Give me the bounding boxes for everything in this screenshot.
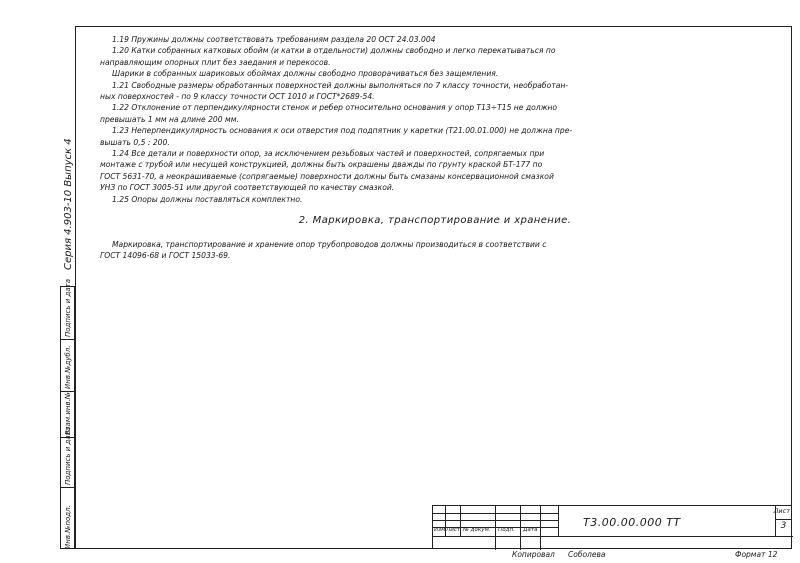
paragraph-1-20: 1.20 Катки собранных катковых обойм (и катки в отдельности) должны свободно и легко перекатываться по [112, 46, 556, 56]
paragraph-1-24: 1.24 Все детали и поверхности опор, за исключением резьбовых частей и поверхностей, сопрягаемых при [112, 149, 545, 159]
tb-col-izm: Изм [434, 527, 446, 533]
paragraph-1-23-cont: вышать 0,5 : 200. [100, 137, 170, 147]
tb-col-date: Дата [523, 527, 538, 533]
paragraph-1-23: 1.23 Неперпендикулярность основания к оси отверстия под подпятник у каретки (Т21.00.01.000) не должна пре- [112, 126, 573, 136]
sheet-label: Лист [773, 507, 790, 515]
paragraph-1-24-cont-2: ГОСТ 5631-70, а неокрашиваемые (сопрягаемые) поверхности должны быть смазаны консервационной смазкой [100, 171, 554, 181]
tb-col-doc: № докум. [463, 527, 491, 533]
paragraph-1-24-cont-3: УНЗ по ГОСТ 3005-51 или другой соответствующей по качеству смазкой. [100, 183, 395, 193]
strip-divider [61, 487, 74, 488]
strip-cell-vzam-inv: Взам.инв.№ [64, 391, 72, 435]
frame-top-line [120, 26, 330, 27]
strip-cell-signature-date: Подпись и дата [64, 427, 72, 485]
tb-col-line [495, 506, 496, 550]
tb-col-line [520, 506, 521, 550]
format-label: Формат 12 [735, 550, 778, 559]
paragraph-1-22-cont: превышать 1 мм на длине 200 мм. [100, 114, 239, 124]
strip-cell-inv-dubl: Инв.№дубл. [64, 345, 72, 389]
strip-cell-inv-podl: Инв.№подл. [64, 505, 72, 549]
section-paragraph-2: ГОСТ 14096-68 и ГОСТ 15033-69. [100, 250, 231, 260]
paragraph-1-20-cont: направляющим опорных плит без заедания и перекосов. [100, 57, 331, 67]
section-paragraph-1: Маркировка, транспортирование и хранение опор трубопроводов должны производиться в соответствии с [112, 239, 547, 249]
document-body [100, 34, 770, 261]
tb-mid-line [433, 536, 793, 537]
paragraph-1-24-cont-1: монтаже с трубой или несущей конструкцией, должны быть окрашены дважды по грунту краской БТ-177 по [100, 160, 543, 170]
strip-divider [61, 339, 74, 340]
title-block [432, 505, 792, 549]
paragraph-1-21: 1.21 Свободные размеры обработанных поверхностей должны выполняться по 7 классу точности, необработан- [112, 80, 569, 90]
paragraph-balls: Шарики в собранных шариковых обоймах должны свободно проворачиваться без защемления. [112, 69, 499, 79]
sheet-number: 3 [775, 519, 792, 531]
strip-cell-signature-date-2: Подпись и дата [64, 279, 72, 337]
paragraph-1-22: 1.22 Отклонение от перпендикулярности стенок и ребер относительно основания у опор Т13÷Т15 не должно [112, 103, 558, 113]
tb-col-sign: Подп. [498, 527, 515, 533]
document-code: Т3.00.00.000 ТТ [583, 516, 681, 529]
copied-name: Соболева [568, 550, 606, 559]
tb-col-list: Лист [446, 527, 461, 533]
left-binding-strip [60, 279, 75, 549]
tb-col-line [540, 506, 541, 550]
tb-col-line [558, 506, 559, 536]
paragraph-1-21-cont: ных поверхностей - по 9 классу точности ОСТ 1010 и ГОСТ*2689-54. [100, 92, 375, 102]
sheet-number-box [775, 506, 792, 536]
section-title: 2. Маркировка, транспортирование и хранение. [298, 215, 572, 227]
series-label: Серия 4.903-10 Выпуск 4 [63, 138, 74, 270]
paragraph-1-19: 1.19 Пружины должны соответствовать требованиям раздела 20 ОСТ 24.03.004 [112, 35, 436, 44]
copied-label: Копировал [512, 550, 555, 559]
paragraph-1-25: 1.25 Опоры должны поставляться комплектно. [112, 194, 303, 204]
